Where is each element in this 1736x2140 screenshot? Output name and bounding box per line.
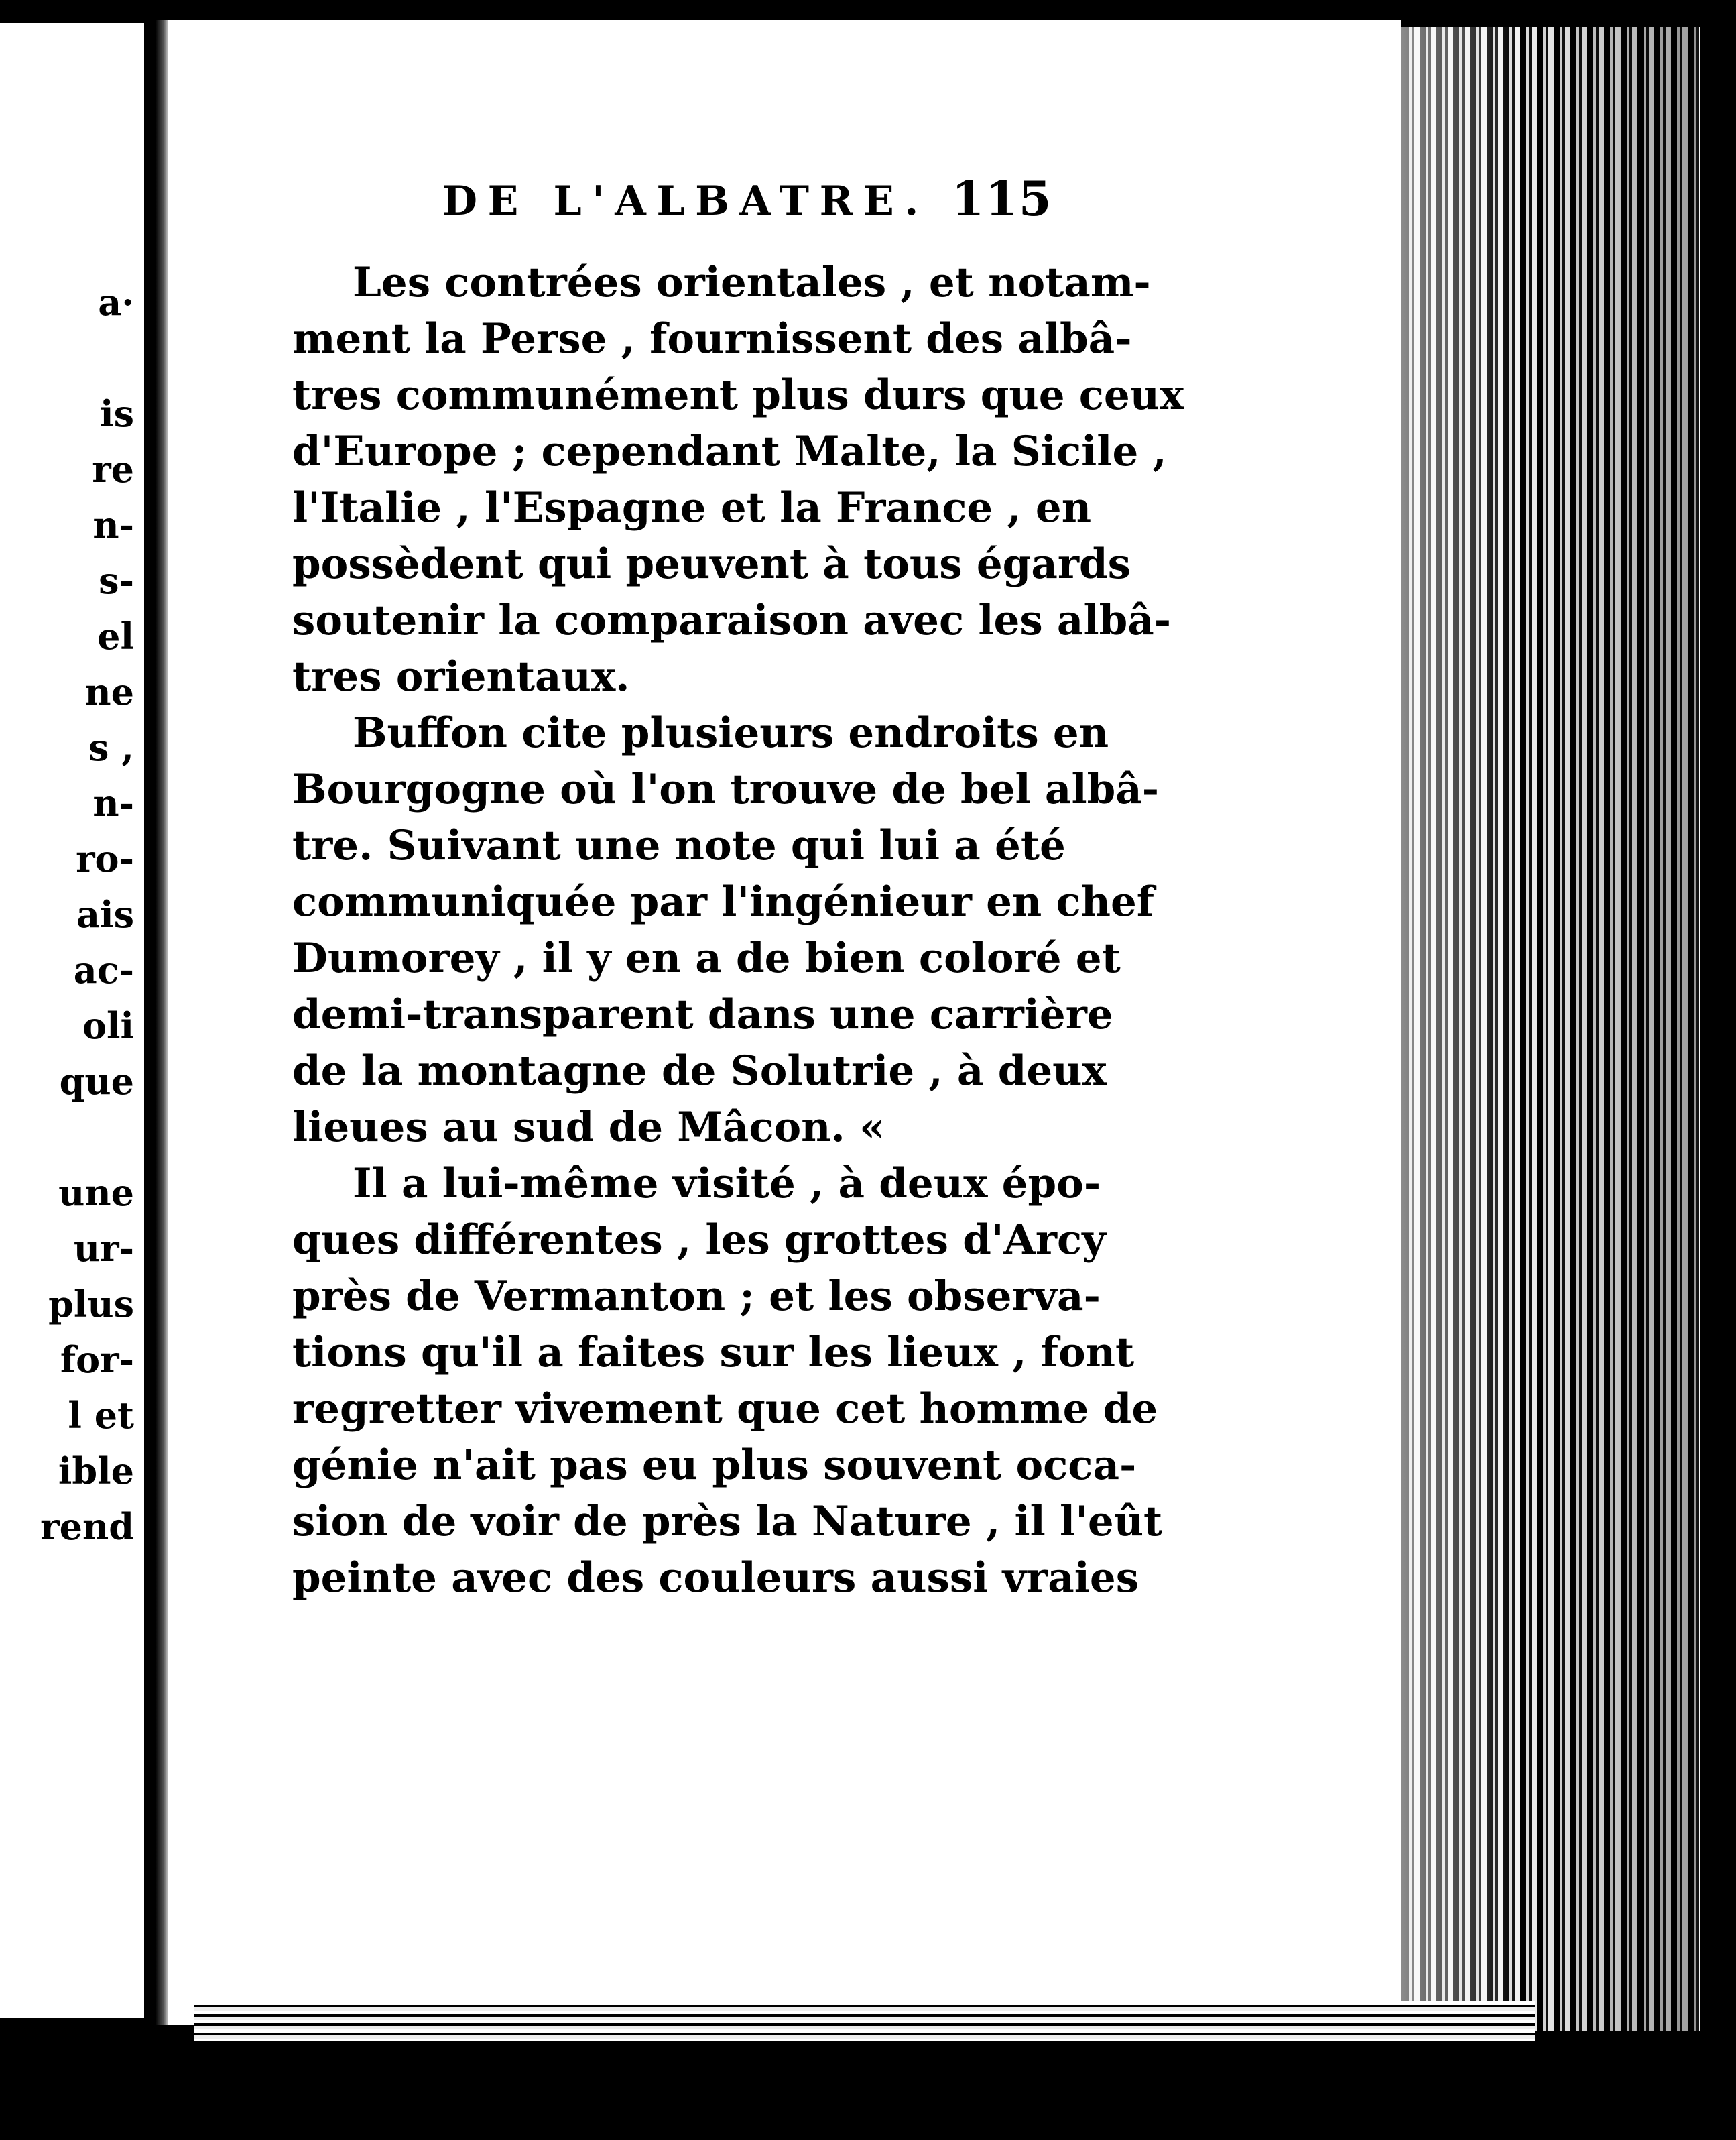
left-line: is: [100, 392, 134, 435]
left-line: l et: [68, 1394, 134, 1437]
text-line: d'Europe ; cependant Malte, la Sicile ,: [292, 428, 1167, 475]
left-line: s-: [99, 559, 134, 602]
text-line: ment la Perse , fournissent des albâ-: [292, 315, 1132, 363]
left-line: [0, 1110, 134, 1165]
left-line: ais: [76, 893, 134, 936]
left-line: ible: [58, 1449, 134, 1492]
paragraph-2: [292, 705, 1160, 1156]
text-line: peinte avec des couleurs aussi vraies: [292, 1554, 1139, 1602]
text-line: Buffon cite plusieurs endroits en: [353, 709, 1109, 757]
text-line: près de Vermanton ; et les observa-: [292, 1272, 1101, 1320]
page-bottom-edge: [194, 2001, 1535, 2041]
left-line: oli: [82, 1004, 134, 1047]
left-line: el: [97, 615, 134, 658]
left-line: ne: [84, 670, 134, 713]
text-line: possèdent qui peuvent à tous égards: [292, 540, 1131, 588]
text-line: tres communément plus durs que ceux: [292, 371, 1184, 419]
text-line: Il a lui-même visité , à deux épo-: [353, 1160, 1101, 1207]
left-line: [0, 331, 134, 386]
text-line: Les contrées orientales , et notam-: [353, 259, 1151, 306]
running-title: DE L'ALBATRE.: [442, 178, 929, 225]
text-line: Bourgogne où l'on trouve de bel albâ-: [292, 766, 1160, 813]
left-page-text: [0, 275, 134, 1555]
left-line: ac-: [73, 949, 134, 992]
left-line: n-: [92, 503, 134, 546]
page-number: 115: [951, 171, 1052, 227]
text-line: communiquée par l'ingénieur en chef: [292, 878, 1155, 926]
left-line: s ,: [88, 726, 134, 769]
paragraph-1: [292, 255, 1184, 705]
left-line: ro-: [76, 837, 134, 880]
text-line: génie n'ait pas eu plus souvent occa-: [292, 1441, 1137, 1489]
text-line: lieues au sud de Mâcon. «: [292, 1104, 885, 1151]
left-line: a·: [98, 281, 134, 324]
text-line: tre. Suivant une note qui lui a été: [292, 822, 1066, 870]
text-line: tions qu'il a faites sur les lieux , font: [292, 1329, 1135, 1376]
page-edge-shading: [1401, 27, 1696, 2031]
left-line: for-: [60, 1338, 134, 1381]
text-line: sion de voir de près la Nature , il l'eût: [292, 1498, 1163, 1545]
left-line: plus: [48, 1283, 134, 1325]
text-line: ques différentes , les grottes d'Arcy: [292, 1216, 1106, 1264]
left-line: re: [92, 448, 134, 491]
book-gutter: [156, 20, 169, 2025]
text-line: l'Italie , l'Espagne et la France , en: [292, 484, 1092, 532]
text-line: de la montagne de Solutrie , à deux: [292, 1047, 1107, 1095]
text-line: Dumorey , il y en a de bien coloré et: [292, 935, 1121, 982]
left-line: n-: [92, 782, 134, 825]
text-line: tres orientaux.: [292, 653, 630, 701]
body-text: [292, 255, 1184, 1606]
text-line: regretter vivement que cet homme de: [292, 1385, 1158, 1433]
left-line: ur-: [73, 1227, 134, 1270]
left-page-fragment: [0, 23, 156, 2018]
paragraph-3: [292, 1156, 1163, 1606]
text-line: soutenir la comparaison avec les albâ-: [292, 597, 1172, 644]
left-line: rend: [40, 1505, 134, 1548]
left-line: que: [59, 1060, 134, 1103]
left-line: une: [58, 1171, 134, 1214]
text-line: demi-transparent dans une carrière: [292, 991, 1113, 1038]
